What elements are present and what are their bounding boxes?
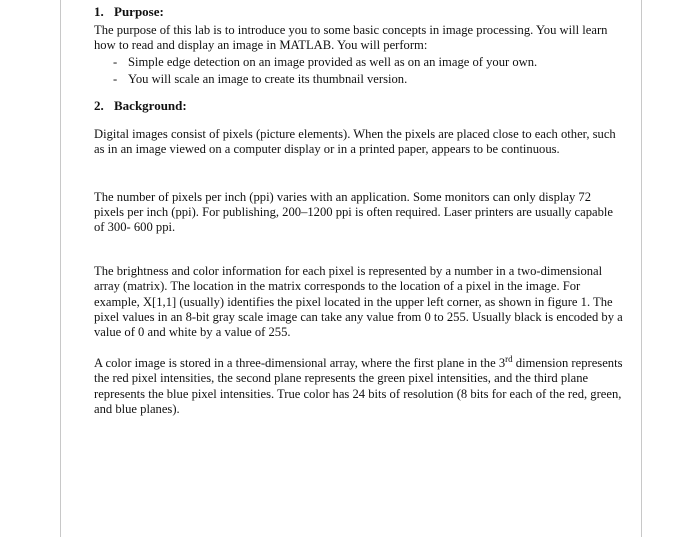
purpose-bullet-list (94, 55, 624, 87)
section-title: Purpose: (114, 4, 164, 19)
background-paragraph-3: The brightness and color information for each pixel is represented by a number in a two-dimensional array (matrix). The location in the matrix corresponds to the location of a pixel in the image. For example, X[1,1] (usually) identifies the pixel located in the upper left corner, as shown in figure 1. The pixel values in an 8-bit gray scale image can take any value from 0 to 255. Usually black is encoded by a value of 0 and white by a value of 255. (94, 264, 623, 340)
list-item (94, 72, 624, 87)
bullet-text: You will scale an image to create its thumbnail version. (128, 71, 408, 86)
section-number: 2. (94, 98, 104, 114)
background-paragraph-2: The number of pixels per inch (ppi) varies with an application. Some monitors can only display 72 pixels per inch (ppi). For publishing, 200–1200 ppi is often required. Laser printers are usually capable of 300- 600 ppi. (94, 189, 614, 235)
section-background (94, 98, 624, 417)
list-item (94, 55, 624, 70)
paragraph-text: dimension represents the red pixel intensities, the second plane represents the green pixel intensities, and the third plane represents the blue pixel intensities. True color has 24 bits of resolution (8 bits for each of the red, green, and blue planes). (94, 356, 623, 416)
background-paragraph-1: Digital images consist of pixels (picture elements). When the pixels are placed close to each other, such as in an image viewed on a computer display or in a printed paper, appears to be continuous. (94, 127, 616, 157)
document-page (94, 4, 624, 417)
background-paragraph-4 (94, 356, 624, 417)
ordinal-suffix: rd (505, 354, 513, 365)
section-number: 1. (94, 4, 104, 19)
section-heading (94, 98, 624, 113)
section-purpose (94, 4, 624, 87)
paragraph-text: A color image is stored in a three-dimensional array, where the first plane in the 3 (94, 356, 506, 371)
section-heading (94, 4, 624, 19)
page-right-edge (641, 0, 642, 537)
section-title: Background: (114, 98, 187, 114)
bullet-marker: - (113, 71, 118, 86)
page-left-edge (60, 0, 61, 537)
bullet-text: Simple edge detection on an image provided as well as on an image of your own. (128, 54, 538, 69)
bullet-marker: - (113, 54, 118, 69)
purpose-intro: The purpose of this lab is to introduce you to some basic concepts in image processing. You will learn how to read and display an image in MATLAB. You will perform: (94, 23, 608, 53)
